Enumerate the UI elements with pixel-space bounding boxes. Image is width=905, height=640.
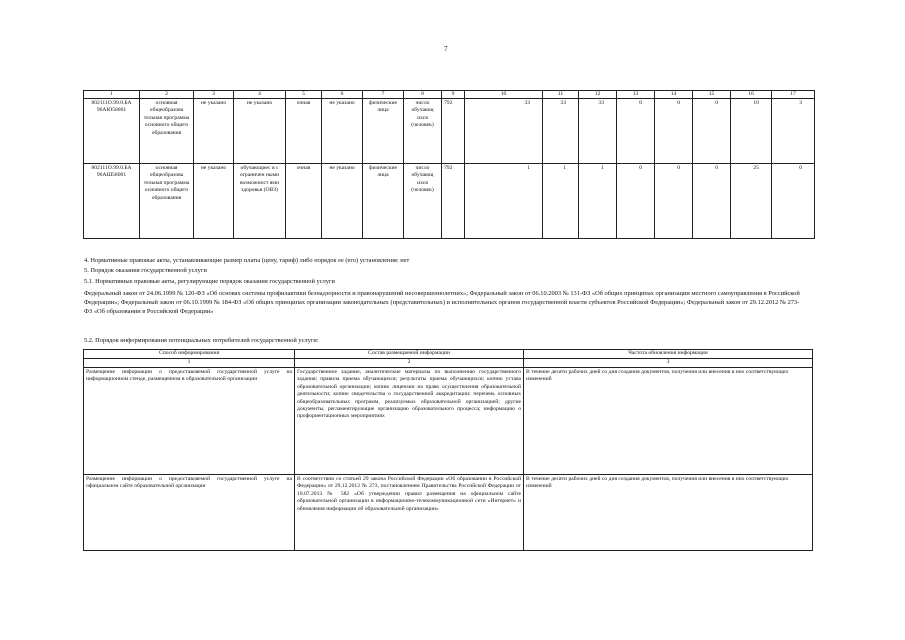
column-number: 2: [140, 91, 194, 99]
column-number: 7: [363, 91, 404, 99]
column-number: 8: [404, 91, 442, 99]
table-cell: 0: [617, 164, 655, 239]
section-5-1-text: Федеральный закон от 24.06.1999 № 120-ФЗ «Об основах системы профилактики безнадзорности и правонарушений несовершеннолетних»; Федеральный закон от 06.10.2003 № 131-ФЗ «Об общих принципах организации местного самоуправления в Российской Федерации»; Федеральный закон от 06.10.1999 № 184-ФЗ «Об общих принципах организации законодательных (представительных) и исполнительных органов государственной власти субъектов Российской Федерации»; Федеральный закон от 29.12.2012 № 273-ФЗ «Об образовании в Российской Федерации»: [84, 290, 800, 315]
table-cell: основная общеобразова тельная программа основного общего образования: [140, 164, 194, 239]
column-number: 1: [84, 91, 140, 99]
cell-frequency: В течение десяти рабочих дней со дня создания документов, получения или внесения в них соответствующих изменений: [524, 475, 813, 551]
table-cell: физические лица: [363, 164, 404, 239]
table-cell: 802111О.99.0.БА 96АШ58001: [84, 164, 140, 239]
table-cell: 33: [579, 99, 617, 164]
cell-method: Размещение информации о предоставляемой государственной услуге на информационном стенде, размещенном в образовательной организации: [84, 368, 295, 475]
column-number: 11: [543, 91, 579, 99]
section-5-2: 5.2. Порядок информирования потенциальных потребителей государственной услуги:: [84, 337, 319, 344]
column-number: 3: [194, 91, 234, 99]
header-method: Способ информирования: [84, 350, 295, 359]
table-cell: 3: [772, 99, 815, 164]
table-cell: 0: [693, 164, 731, 239]
page-number: 7: [444, 45, 448, 53]
table-cell: не указано: [322, 99, 363, 164]
section-5-1: 5.1. Нормативные правовые акты, регулирующие порядок оказания государственной услуги: [84, 278, 335, 285]
table-cell: 25: [731, 164, 772, 239]
column-number: 3: [524, 359, 813, 368]
table-cell: 33: [465, 99, 543, 164]
table-cell: обучающиес я с ограничен ными возможност ями здоровья (ОВЗ): [234, 164, 286, 239]
cell-method: Размещение информации о предоставляемой государственной услуге на официальном сайте образовательной организации: [84, 475, 295, 551]
column-number: 17: [772, 91, 815, 99]
table-cell: не указано: [194, 99, 234, 164]
header-frequency: Частота обновления информации: [524, 350, 813, 359]
table-cell: 1: [465, 164, 543, 239]
table-cell: не указано: [234, 99, 286, 164]
cell-content: Государственное задание, аналитические материалы по выполнению государственного задания; правила приема обучающихся; результаты приема обучающихся; копию устава образовательной организации; копию лицензии на право осуществления образовательной деятельности; копию свидетельства о государственной аккредитации; перечень основных общеобразовательных программ, реализуемых образовательной организацией; другие документы, регламентирующие организацию образовательного процесса; информацию о профориентационных мероприятиях: [295, 368, 524, 475]
cell-frequency: В течение десяти рабочих дней со дня создания документов, получения или внесения в них соответствующих изменений: [524, 368, 813, 475]
table-header-row: [84, 91, 815, 99]
table-cell: 0: [617, 99, 655, 164]
column-number: 4: [234, 91, 286, 99]
table-cell: 802111О.99.0.БА 96АЮ58001: [84, 99, 140, 164]
column-number: 14: [655, 91, 693, 99]
table-cell: число обучающ ихся (человек): [404, 99, 442, 164]
table-cell: 1: [543, 164, 579, 239]
table-row: [84, 475, 813, 551]
table-cell: основная общеобразова тельная программа основного общего образования: [140, 99, 194, 164]
table-cell: физические лица: [363, 99, 404, 164]
column-number: 13: [617, 91, 655, 99]
column-number: 1: [84, 359, 295, 368]
table-cell: 0: [772, 164, 815, 239]
column-number: 10: [465, 91, 543, 99]
column-number: 6: [322, 91, 363, 99]
column-number: 2: [295, 359, 524, 368]
table-cell: 0: [655, 164, 693, 239]
table-cell: 10: [731, 99, 772, 164]
column-number: 12: [579, 91, 617, 99]
table-row: [84, 368, 813, 475]
column-number: 9: [442, 91, 465, 99]
table-cell: не указано: [194, 164, 234, 239]
table-cell: 0: [655, 99, 693, 164]
table-cell: 1: [579, 164, 617, 239]
table-cell: 0: [693, 99, 731, 164]
column-number: 15: [693, 91, 731, 99]
header-content: Состав размещаемой информации: [295, 350, 524, 359]
table-cell: не указано: [322, 164, 363, 239]
cell-content: В соответствии со статьей 29 закона Российской Федерации «Об образовании в Российской Федерации» от 29.12.2012 № 273, постановлением Правительства Российской Федерации от 10.07.2013 № 582 «Об утверждении правил размещения на официальном сайте образовательной организации в информационно-телекоммуникационной сети «Интернет» и обновления информации об образовательной организации»: [295, 475, 524, 551]
table-cell: 33: [543, 99, 579, 164]
informing-table: [83, 349, 813, 551]
column-number: 16: [731, 91, 772, 99]
table-row: [84, 164, 815, 239]
table-row: [84, 99, 815, 164]
table-cell: 792: [442, 99, 465, 164]
column-number: 5: [286, 91, 322, 99]
section-5: 5. Порядок оказания государственной услуги: [84, 267, 207, 274]
section-4: 4. Нормативные правовые акты, устанавливающие размер платы (цену, тариф) либо порядок ее (его) установления: нет: [84, 257, 410, 264]
table-cell: очная: [286, 99, 322, 164]
table-cell: 792: [442, 164, 465, 239]
service-volume-table: [83, 90, 815, 239]
table-cell: число обучающ ихся (человек): [404, 164, 442, 239]
table-cell: очная: [286, 164, 322, 239]
